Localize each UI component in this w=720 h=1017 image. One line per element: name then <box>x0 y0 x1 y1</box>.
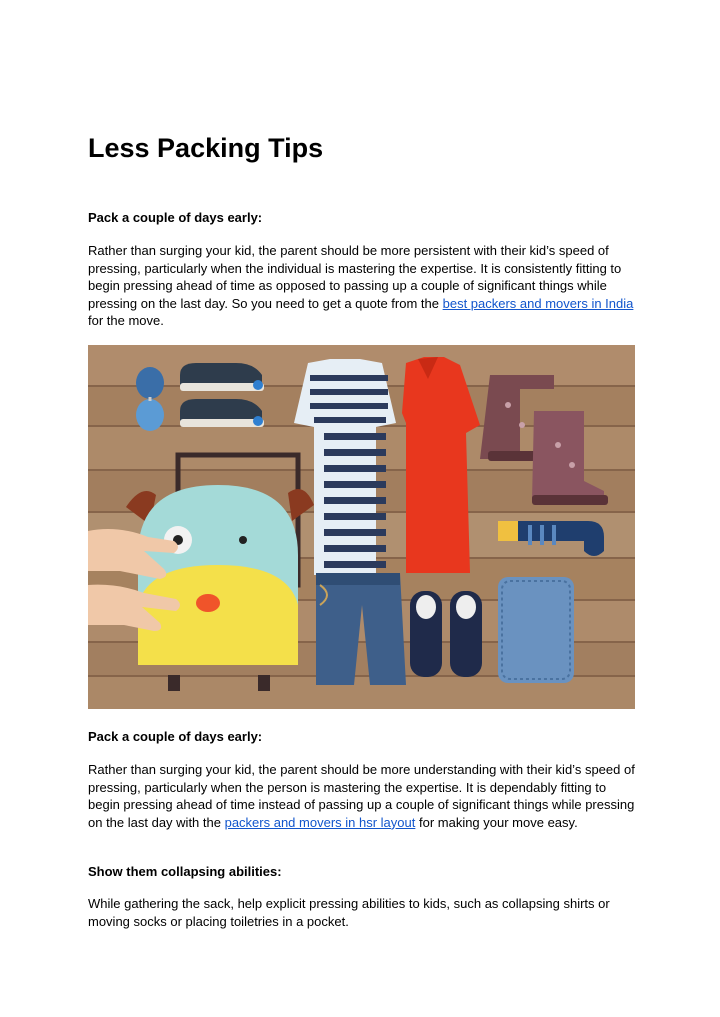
section-heading: Show them collapsing abilities: <box>88 864 282 879</box>
packers-movers-hsr-link[interactable]: packers and movers in hsr layout <box>224 814 416 830</box>
section-heading: Pack a couple of days early: <box>88 210 263 225</box>
packing-items-photo <box>88 345 635 709</box>
paragraph-text: Rather than surging your kid, the parent should be more understanding with their kid’s speed of pressing, particularly when the person is mastering the expertise. It is dependably fitting to begin pressing ahead of time instead of passing up a couple of significant things while pressing on the last day with the <box>88 762 635 830</box>
page-title: Less Packing Tips <box>88 133 324 163</box>
section-paragraph: While gathering the sack, help explicit pressing abilities to kids, such as collapsing shirts or moving socks or placing toiletries in a pocket. <box>88 896 610 929</box>
denim-pouch-item <box>498 577 574 683</box>
section-paragraph <box>88 242 640 330</box>
packers-movers-india-link[interactable]: best packers and movers in India <box>442 295 634 311</box>
paragraph-text: Rather than surging your kid, the parent should be more persistent with their kid’s speed of pressing, particularly when the individual is mastering the expertise. It is consistently fitting to begin pressing ahead of time as opposed to passing up a couple of significant things while pressing on the last day. So you need to get a quote from the <box>88 243 622 311</box>
section-paragraph <box>88 761 640 831</box>
section-heading: Pack a couple of days early: <box>88 729 263 744</box>
paragraph-text: for the move. <box>88 313 164 329</box>
paragraph-text: for making your move easy. <box>415 814 578 830</box>
